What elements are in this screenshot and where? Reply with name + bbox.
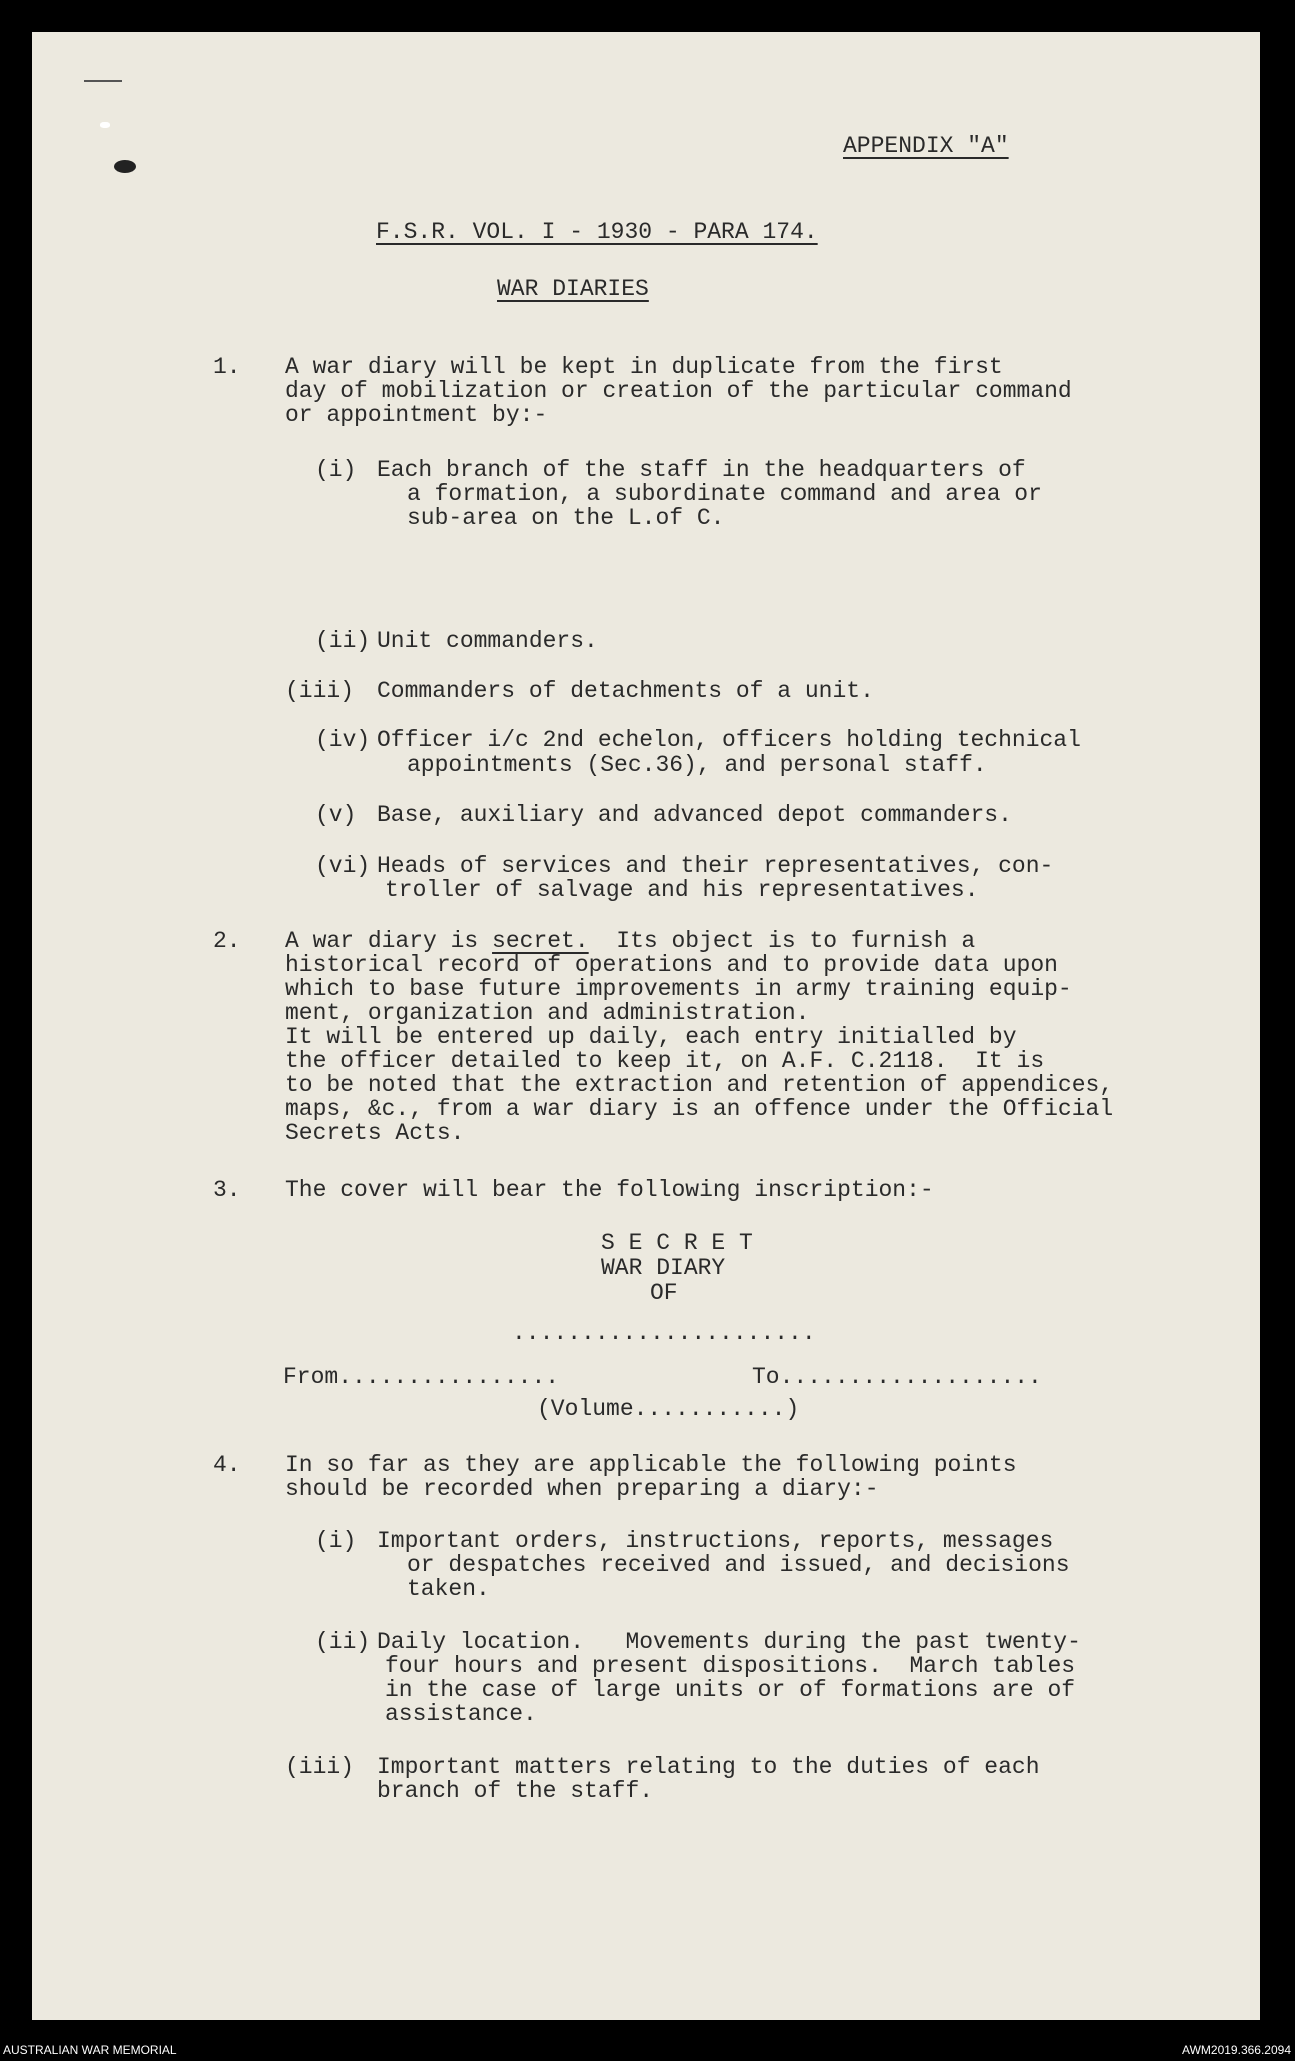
archive-id: AWM2019.366.2094 bbox=[1182, 2043, 1291, 2057]
item-marker: (iii) bbox=[285, 1754, 355, 1780]
para-text: or appointment by:- bbox=[285, 402, 548, 428]
item-text: branch of the staff. bbox=[377, 1778, 654, 1804]
item-text: a formation, a subordinate command and area or bbox=[407, 481, 1042, 507]
item-text: troller of salvage and his representatives. bbox=[385, 877, 979, 903]
tack-mark bbox=[84, 80, 122, 82]
para-text-pre: A war diary is bbox=[285, 928, 493, 954]
para-number: 3. bbox=[213, 1177, 241, 1203]
volume-field: (Volume...........) bbox=[537, 1396, 800, 1422]
secret-emphasis: secret. bbox=[492, 928, 589, 954]
item-text: Daily location. Movements during the past twenty- bbox=[377, 1629, 1081, 1655]
para-text: It will be entered up daily, each entry initialled by bbox=[285, 1024, 1017, 1050]
punch-mark bbox=[114, 160, 136, 173]
item-text: Officer i/c 2nd echelon, officers holding technical bbox=[377, 727, 1081, 753]
item-marker: (i) bbox=[315, 457, 357, 483]
item-text: Important matters relating to the duties of each bbox=[377, 1754, 1040, 1780]
item-text: in the case of large units or of formations are of bbox=[385, 1677, 1076, 1703]
item-marker: (iii) bbox=[285, 678, 355, 704]
item-text: appointments (Sec.36), and personal staff. bbox=[407, 752, 987, 778]
item-text: sub-area on the L.of C. bbox=[407, 505, 725, 531]
para-number: 2. bbox=[213, 928, 241, 954]
para-text: to be noted that the extraction and retention of appendices, bbox=[285, 1072, 1114, 1098]
item-marker: (ii) bbox=[315, 628, 371, 654]
para-text: maps, &c., from a war diary is an offence under the Official bbox=[285, 1096, 1114, 1122]
item-text: taken. bbox=[407, 1576, 490, 1602]
para-text: In so far as they are applicable the following points bbox=[285, 1452, 1017, 1478]
item-text: Unit commanders. bbox=[377, 628, 598, 654]
item-marker: (i) bbox=[315, 1528, 357, 1554]
item-marker: (ii) bbox=[315, 1629, 371, 1655]
para-number: 1. bbox=[213, 354, 241, 380]
inscription-war-diary: WAR DIARY bbox=[601, 1255, 726, 1281]
reference-heading: F.S.R. VOL. I - 1930 - PARA 174. bbox=[376, 219, 818, 245]
para-text: historical record of operations and to provide data upon bbox=[285, 952, 1058, 978]
item-text: assistance. bbox=[385, 1701, 537, 1727]
item-marker: (vi) bbox=[315, 853, 371, 879]
para-text: A war diary will be kept in duplicate from the first bbox=[285, 354, 1003, 380]
to-field: To................... bbox=[752, 1364, 1042, 1390]
para-text: the officer detailed to keep it, on A.F. C.2118. It is bbox=[285, 1048, 1045, 1074]
para-text: Secrets Acts. bbox=[285, 1120, 465, 1146]
item-text: Each branch of the staff in the headquarters of bbox=[377, 457, 1026, 483]
para-number: 4. bbox=[213, 1452, 241, 1478]
para-text: day of mobilization or creation of the particular command bbox=[285, 378, 1072, 404]
item-text: Commanders of detachments of a unit. bbox=[377, 678, 874, 704]
para-text: ment, organization and administration. bbox=[285, 1000, 810, 1026]
item-text: four hours and present dispositions. March tables bbox=[385, 1653, 1076, 1679]
from-field: From................ bbox=[283, 1364, 560, 1390]
para-text: should be recorded when preparing a diary:- bbox=[285, 1476, 879, 1502]
document-page bbox=[32, 32, 1260, 2020]
archive-credit: AUSTRALIAN WAR MEMORIAL bbox=[3, 2043, 177, 2057]
tear-mark bbox=[100, 122, 110, 128]
item-text: or despatches received and issued, and decisions bbox=[407, 1552, 1070, 1578]
item-marker: (iv) bbox=[315, 727, 371, 753]
para-text: The cover will bear the following inscription:- bbox=[285, 1177, 934, 1203]
page-title: WAR DIARIES bbox=[497, 276, 649, 302]
inscription-of: OF bbox=[650, 1280, 678, 1306]
item-text: Base, auxiliary and advanced depot commanders. bbox=[377, 802, 1012, 828]
item-marker: (v) bbox=[315, 802, 357, 828]
para-text: which to base future improvements in army training equip- bbox=[285, 976, 1072, 1002]
inscription-dots: ...................... bbox=[512, 1320, 816, 1346]
item-text: Heads of services and their representatives, con- bbox=[377, 853, 1054, 879]
item-text: Important orders, instructions, reports, messages bbox=[377, 1528, 1054, 1554]
inscription-secret: S E C R E T bbox=[601, 1230, 753, 1256]
appendix-label: APPENDIX "A" bbox=[843, 133, 1009, 159]
para-text-first bbox=[285, 930, 975, 953]
para-text-post: Its object is to furnish a bbox=[588, 928, 976, 954]
